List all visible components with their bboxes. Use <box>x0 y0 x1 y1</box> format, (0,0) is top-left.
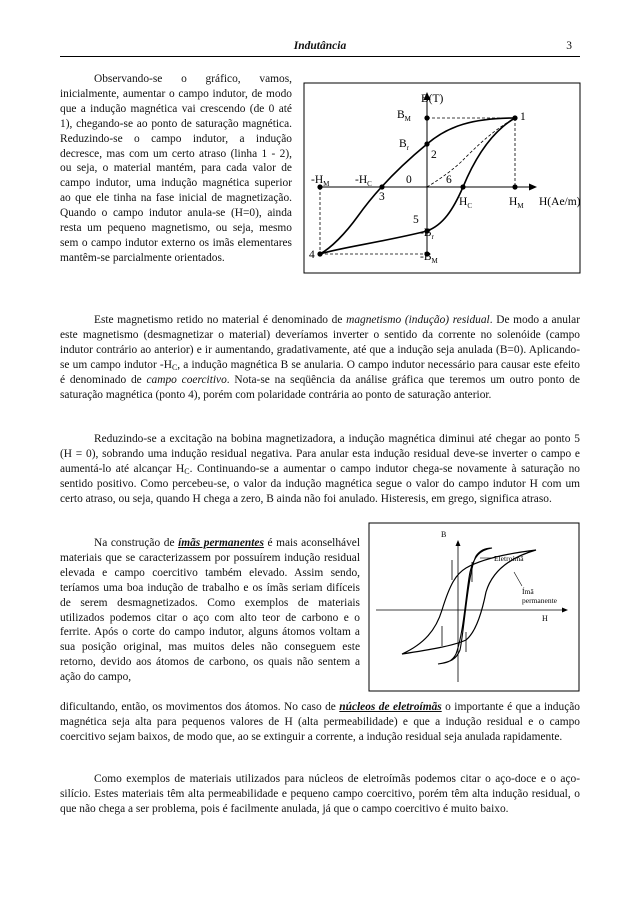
paragraph-electromagnet-cores: dificultando, então, os movimentos dos átomos. No caso de núcleos de eletroímãs o importante é que a indução magnética seja alta para pequenos valores de H (alta permeabilidade) e que a indução residual e o campo coercitivo sejam baixos, de modo que, ao se extinguir a corrente, a indução residual seja anulada rapidamente. <box>60 701 581 743</box>
electromagnet-label: Eletroímã <box>494 554 524 563</box>
x-axis-label: H(Ae/m) <box>539 196 581 208</box>
point-3-label: 3 <box>379 191 385 203</box>
point-4-label: 4 <box>309 249 315 261</box>
magnet-comparison-figure <box>368 522 580 692</box>
point-2-label: 2 <box>431 149 437 161</box>
paragraph-permanent-magnets: Na construção de ímãs permanentes é mais aconselhável materiais que se caracterizassem por possuírem indução residual elevada e campo coercitivo também elevado. Assim sendo, teríamos uma boa indução de trabalho e os ímãs seriam difíceis de serem desmagnetizados. Como exemplos de materiais utilizados podemos citar o aço com alto teor de carbono e o ferrite. Após o corte do campo indutor, alguns átomos voltam a sua posição original, mas muitos deles não conseguem este retorno, devido aos átomos de carbono, os quais não sentem a ação do campo, <box>60 537 361 684</box>
neg-br-label: $-B_r$ <box>420 227 434 241</box>
point-6-label: 6 <box>446 174 452 186</box>
neg-hc-label: $-H_C$ <box>355 174 372 188</box>
permanent-magnet-loop <box>402 550 536 654</box>
figure-frame <box>304 83 580 273</box>
page-number: 3 <box>566 40 572 52</box>
figure-frame-2 <box>369 523 579 691</box>
neg-bm-label: $-B_M$ <box>420 251 438 265</box>
magnet-label-line2: permanente <box>522 596 557 605</box>
paragraph-core-materials: Como exemplos de materiais utilizados para núcleos de eletroímãs podemos citar o aço-doce e o aço-silício. Estes materiais têm alta permeabilidade e pequeno campo coercitivo, porém têm alta indução residual, o que não chega a ser problema, pois é facilmente anulada, já que o campo coercitivo é muito baixo. <box>60 773 580 815</box>
x-axis-label-2: H <box>542 614 548 623</box>
y-axis-label: B(T) <box>421 93 444 105</box>
bm-label: $B_M$ <box>397 109 411 123</box>
running-title: Indutância <box>293 40 347 52</box>
page-header <box>60 40 580 57</box>
point-5-label: 5 <box>413 214 419 226</box>
curve-points <box>317 115 517 256</box>
neg-hm-label: $-H_M$ <box>311 174 330 188</box>
magnet-label-line1: Ímã <box>522 587 534 596</box>
hm-label: $H_M$ <box>509 196 524 210</box>
paragraph-hysteresis: Reduzindo-se a excitação na bobina magnetizadora, a indução magnética diminui até chegar ao ponto 5 (H = 0), sobrando uma indução residual negativa. Para anular esta indução residual deve-se inverter o campo e aumentá-lo até alcançar $H_C$. Continuando-se a aumentar o campo indutor chega-se novamente à saturação no sentido positivo. Como percebeu-se, o valor da indução magnética segue o valor do campo indutor H com um certo atraso, ou seja, quando H chega a zero, B ainda não foi anulado. Histeresis, em grego, significa atraso. <box>60 433 580 505</box>
hc-label: $H_C$ <box>459 196 472 210</box>
paragraph-intro: Observando-se o gráfico, vamos, inicialmente, aumentar o campo indutor, de modo que a indução magnética vai crescendo (de 0 até 1), chegando-se ao ponto de saturação magnética. Reduzindo-se o campo indutor, a indução decresce, mas com um certo atraso (linha 1 - 2), ou seja, o material mantém, para cada valor de campo indutor, uma indução magnética superior ao que ele tinha na fase inicial de magnetização. Quando o campo indutor anula-se (H=0), ainda resta um pequeno magnetismo, ou seja, mesmo sem o campo indutor externo os imãs elementares mantêm-se parcialmente orientados. <box>60 73 292 264</box>
paragraph-residual-magnetism: Este magnetismo retido no material é denominado de magnetismo (indução) residual. De modo a anular este magnetismo (desmagnetizar o material) deveríamos inverter o sentido da corrente no solenóide (campo indutor contrário ao anterior) e ir aumentando, gradativamente, até que a indução seja anulada (B=0). Aplicando-se um campo indutor $-H_C$, a indução magnética B se anularia. O campo indutor necessário para causar este efeito é denominado de campo coercitivo. Nota-se na seqüência da análise gráfica que teremos um outro ponto de saturação magnética (ponto 4), porém com polaridade contrária ao ponto de saturação anterior. <box>60 314 580 401</box>
br-label: $B_r$ <box>399 138 410 152</box>
hysteresis-figure <box>303 82 581 274</box>
origin-label: 0 <box>406 174 412 186</box>
x-axis-arrow <box>529 184 537 191</box>
electromagnet-loop <box>438 548 492 664</box>
y-axis-label-2: B <box>441 530 447 539</box>
magnet-pointer <box>514 572 522 586</box>
point-1-label: 1 <box>520 111 526 123</box>
